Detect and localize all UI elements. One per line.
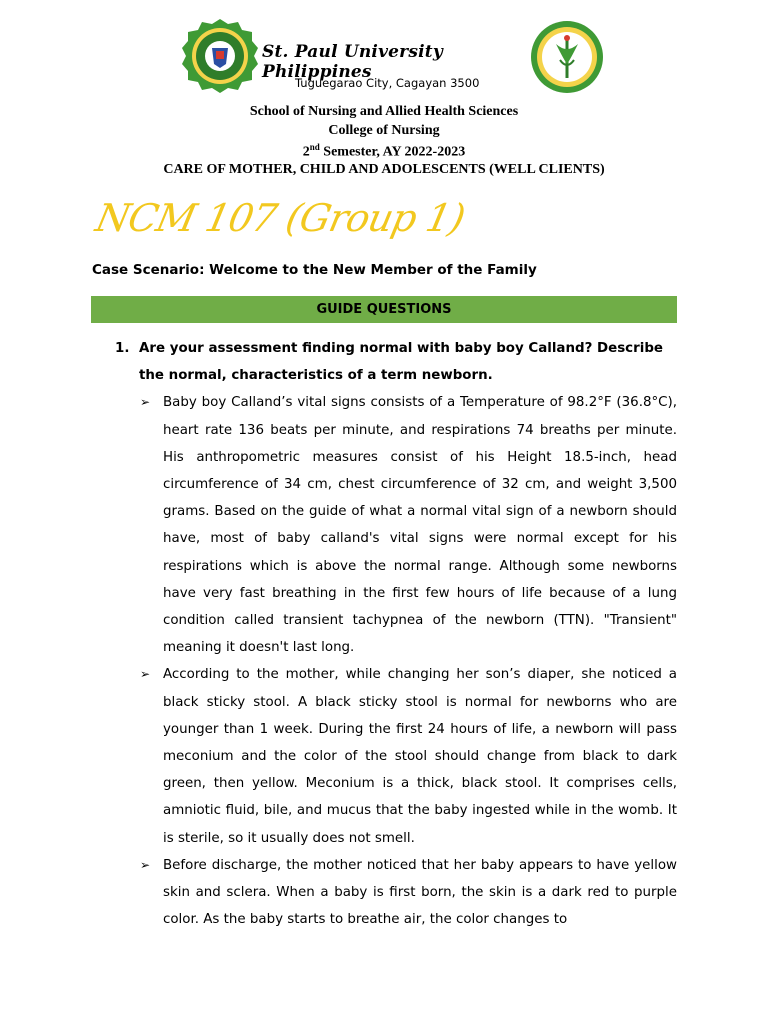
- answer-bullet: [115, 661, 677, 851]
- question-number: 1.: [115, 341, 130, 356]
- answer-bullet: [115, 389, 677, 661]
- questions-content: [115, 335, 677, 933]
- university-address: Tuguegarao City, Cagayan 3500: [295, 76, 480, 90]
- arrow-bullet-icon: ➢: [140, 857, 151, 872]
- answer-text: Before discharge, the mother noticed that her baby appears to have yellow skin and sclera. When a baby is first born, the skin is a dark red to purple color. As the baby starts to breathe air, the color changes to: [163, 857, 677, 928]
- answer-list: [115, 389, 677, 933]
- question-text: Are your assessment finding normal with baby boy Calland? Describe the normal, characteristics of a term newborn.: [139, 341, 663, 384]
- course-full-name: CARE OF MOTHER, CHILD AND ADOLESCENTS (WELL CLIENTS): [163, 162, 605, 177]
- university-seal-logo: [182, 18, 258, 94]
- answer-text: Baby boy Calland’s vital signs consists of a Temperature of 98.2°F (36.8°C), heart rate 136 beats per minute, and respirations 74 breaths per minute. His anthropometric measures consist of his Height 18.5-inch, head circumference of 34 cm, chest circumference of 32 cm, and weight 3,500 grams. Based on the guide of what a normal vital sign of a newborn should have, most of baby calland's vital signs were normal except for his respirations which is above the normal range. Although some newborns have very fast breathing in the first few hours of life because of a lung condition called transient tachypnea of the newborn (TTN). "Transient" meaning it doesn't last long.: [163, 395, 677, 656]
- college-name: College of Nursing: [328, 123, 440, 138]
- case-scenario-title: Case Scenario: Welcome to the New Member of the Family: [92, 262, 537, 278]
- university-name: St. Paul University Philippines: [262, 42, 443, 82]
- arrow-bullet-icon: ➢: [140, 395, 151, 410]
- arrow-bullet-icon: ➢: [140, 667, 151, 682]
- course-title: NCM 107 (Group 1): [92, 196, 469, 240]
- answer-bullet: [115, 852, 677, 934]
- semester-number: 2: [302, 144, 310, 160]
- school-name: School of Nursing and Allied Health Sciences: [249, 104, 519, 119]
- semester-line: [0, 142, 768, 161]
- semester-rest: Semester, AY 2022-2023: [319, 144, 466, 160]
- guide-questions-header: GUIDE QUESTIONS: [91, 296, 677, 323]
- nursing-school-seal-logo: [530, 20, 604, 94]
- question-item: [115, 335, 677, 389]
- semester-ordinal: nd: [309, 142, 320, 152]
- answer-text: According to the mother, while changing her son’s diaper, she noticed a black sticky stool. A black sticky stool is normal for newborns who are younger than 1 week. During the first 24 hours of life, a newborn will pass meconium and the color of the stool should change from black to dark green, then yellow. Meconium is a thick, black stool. It comprises cells, amniotic fluid, bile, and mucus that the baby ingested while in the womb. It is sterile, so it usually does not smell.: [163, 667, 677, 846]
